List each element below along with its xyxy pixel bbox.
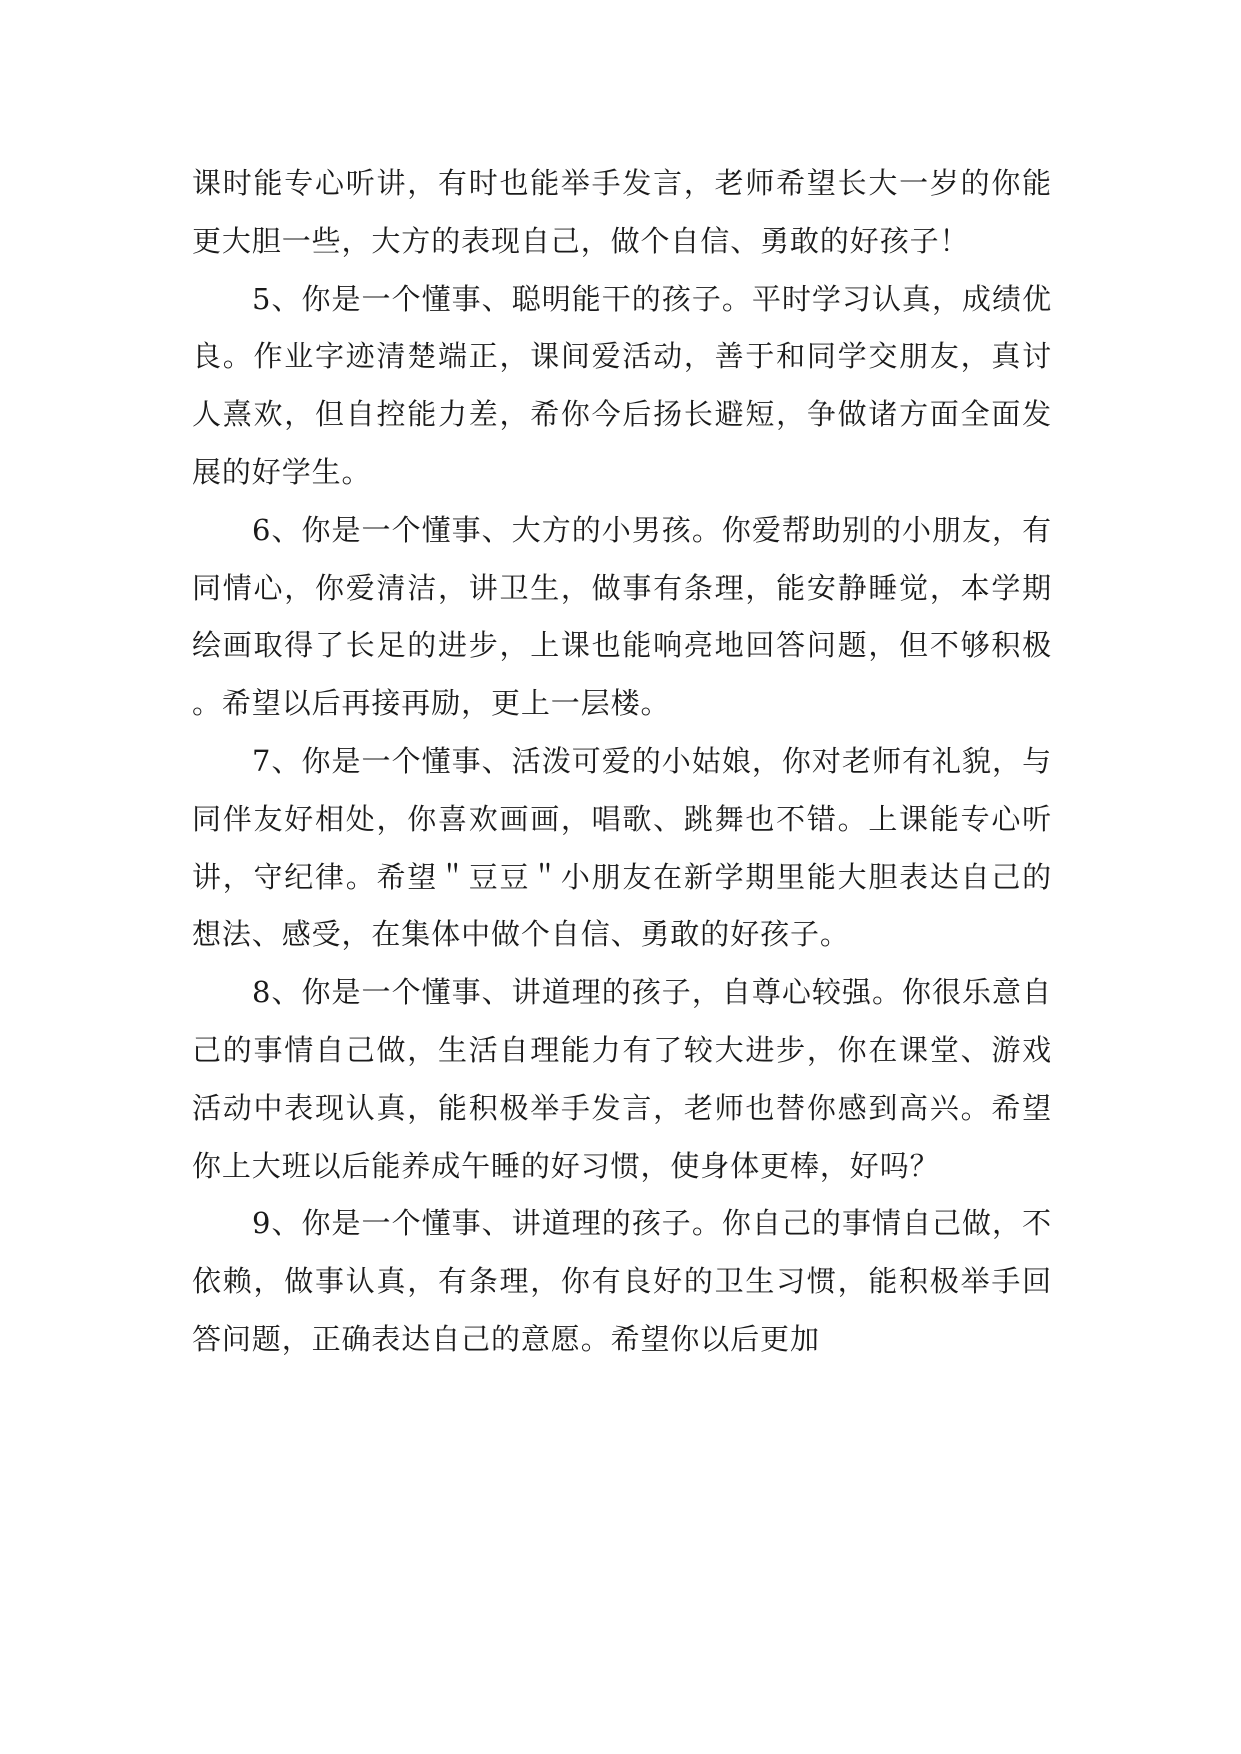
- paragraph-item-6: 6、你是一个懂事、大方的小男孩。你爱帮助别的小朋友，有同情心，你爱清洁，讲卫生，做事有条理，能安静睡觉，本学期绘画取得了长足的进步，上课也能响亮地回答问题，但不够积极。希望以后再接再励，更上一层楼。: [192, 512, 1052, 721]
- paragraph-item-5: 5、你是一个懂事、聪明能干的孩子。平时学习认真，成绩优良。作业字迹清楚端正，课间爱活动，善于和同学交朋友，真讨人熹欢，但自控能力差，希你今后扬长避短，争做诸方面全面发展的好学生。: [192, 281, 1052, 489]
- paragraph-item-9: 9、你是一个懂事、讲道理的孩子。你自己的事情自己做，不依赖，做事认真，有条理，你有良好的卫生习惯，能积极举手回答问题，正确表达自己的意愿。希望你以后更加: [192, 1206, 1052, 1356]
- paragraph-continued: 课时能专心听讲，有时也能举手发言，老师希望长大一岁的你能更大胆一些，大方的表现自己，做个自信、勇敢的好孩子！: [192, 166, 1052, 258]
- paragraph-item-7: 7、你是一个懂事、活泼可爱的小姑娘，你对老师有礼貌，与同伴友好相处，你喜欢画画，唱歌、跳舞也不错。上课能专心听讲，守纪律。希望＂豆豆＂小朋友在新学期里能大胆表达自己的想法、感受，在集体中做个自信、勇敢的好孩子。: [192, 743, 1052, 952]
- paragraph-item-8: 8、你是一个懂事、讲道理的孩子，自尊心较强。你很乐意自己的事情自己做，生活自理能力有了较大进步，你在课堂、游戏活动中表现认真，能积极举手发言，老师也替你感到高兴。希望你上大班以后能养成午睡的好习惯，使身体更棒，好吗？: [192, 975, 1052, 1183]
- document-body: [192, 155, 1052, 1369]
